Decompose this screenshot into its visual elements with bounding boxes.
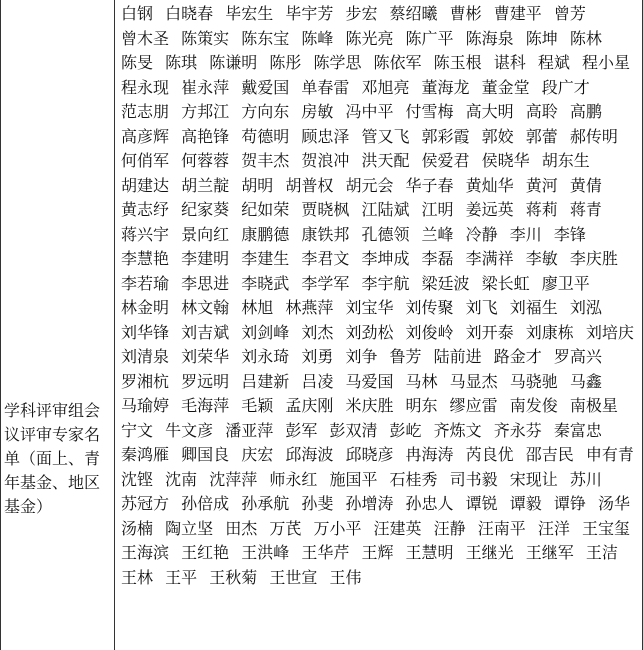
expert-name: 崔永萍 [181,77,230,97]
expert-name: 孙忠人 [405,494,454,513]
expert-name: 郭蕾 [525,126,558,146]
expert-name: 王世宣 [269,567,318,587]
expert-name: 李川 [509,224,542,244]
expert-name: 黄志纾 [121,200,170,219]
expert-name: 李宇航 [361,273,410,293]
expert-name: 段广才 [541,77,590,97]
expert-name: 芮良优 [465,445,514,464]
expert-name: 李磊 [421,249,454,268]
expert-name: 谭毅 [509,494,542,513]
expert-name: 梁廷波 [421,273,470,293]
expert-name: 汪静 [433,518,466,538]
expert-name: 陈光亮 [345,28,394,48]
expert-name: 沈南 [165,469,198,489]
expert-name: 刘荣华 [181,347,230,366]
expert-name: 李若瑜 [121,273,170,293]
expert-name: 程斌 [537,53,570,72]
expert-name: 王宝玺 [581,518,630,538]
expert-name: 明东 [405,396,438,415]
expert-name: 刘杰 [301,322,334,342]
expert-name: 秦富忠 [553,420,602,440]
expert-name: 陶立坚 [165,518,214,538]
expert-name: 宁文 [121,420,154,440]
expert-name: 郭彩霞 [421,126,470,146]
expert-name: 卿国良 [181,445,230,464]
expert-name: 王林 [121,567,154,587]
expert-name: 秦鸿雁 [121,445,170,464]
expert-name: 曾芳 [553,4,586,23]
expert-name: 蔡绍曦 [389,4,438,23]
expert-name: 白钢 [121,4,154,23]
expert-name: 马鑫 [569,371,602,391]
expert-name: 庆宏 [241,445,274,464]
expert-name: 沈铿 [121,469,154,489]
names-cell [115,0,642,650]
expert-name: 廖卫平 [541,273,590,293]
expert-name: 高艳锋 [181,126,230,146]
expert-name: 王海滨 [121,543,170,562]
expert-name: 陈广平 [405,28,454,48]
expert-name: 谭锐 [465,494,498,513]
expert-name: 方邦江 [181,102,230,121]
expert-name: 白晓春 [165,4,214,23]
expert-name: 林旭 [241,298,274,317]
expert-name: 李晓武 [241,273,290,293]
expert-name: 顾忠泽 [301,126,350,146]
expert-name: 刘飞 [465,298,498,317]
expert-name: 司书毅 [449,469,498,489]
expert-name: 景向红 [181,224,230,244]
expert-name: 师永红 [269,469,318,489]
expert-name: 陈坤 [525,28,558,48]
expert-name: 刘康栋 [525,322,574,342]
expert-name: 苏冠方 [121,494,170,513]
expert-name: 刘清泉 [121,347,170,366]
expert-name: 高彦辉 [121,126,170,146]
expert-name: 蒋莉 [525,200,558,219]
expert-name: 陈海泉 [465,28,514,48]
expert-name: 林文翰 [181,298,230,317]
expert-name: 万小平 [313,518,362,538]
expert-name: 胡兰靛 [181,175,230,195]
expert-name: 汪南平 [477,518,526,538]
expert-name: 管又飞 [361,126,410,146]
expert-name: 李建明 [181,249,230,268]
expert-name: 林金明 [121,298,170,317]
expert-name: 宋现让 [509,469,558,489]
expert-name: 田杰 [225,518,258,538]
expert-name: 王秋菊 [209,567,258,587]
expert-name: 马瑜婷 [121,396,170,415]
expert-name: 刘福生 [509,298,558,317]
expert-name: 孙倍成 [181,494,230,513]
expert-name: 洪天配 [361,151,410,170]
expert-name: 梁长虹 [481,273,530,293]
names-list [121,2,642,590]
expert-name: 付雪梅 [405,102,454,121]
expert-name: 孙增涛 [345,494,394,513]
expert-name: 林燕萍 [285,298,334,317]
expert-name: 刘华锋 [121,322,170,342]
expert-name: 李敏 [525,249,558,268]
expert-name: 刘泓 [569,298,602,317]
expert-name: 马显杰 [449,371,498,391]
expert-name: 南极星 [569,396,618,415]
expert-name: 冷静 [465,224,498,244]
expert-name: 陈峰 [301,28,334,48]
expert-name: 康鹏德 [241,224,290,244]
expert-name: 陈策实 [181,28,230,48]
expert-name: 黄灿华 [465,175,514,195]
expert-name: 侯晓华 [481,151,530,170]
expert-name: 高聆 [525,102,558,121]
expert-name: 彭军 [285,420,318,440]
expert-name: 罗远明 [181,371,230,391]
expert-name: 陈玉根 [433,53,482,72]
expert-name: 李建生 [241,249,290,268]
expert-name: 缪应雷 [449,396,498,415]
expert-name: 王伟 [329,567,362,587]
expert-name: 贺丰杰 [241,151,290,170]
expert-name: 刘宝华 [345,298,394,317]
expert-name: 郭姣 [481,126,514,146]
expert-name: 毕宏生 [225,4,274,23]
expert-name: 齐炼文 [433,420,482,440]
expert-name: 黄倩 [569,175,602,195]
expert-name: 南发俊 [509,396,558,415]
expert-name: 邱海波 [285,445,334,464]
expert-name: 王红艳 [181,543,230,562]
expert-name: 王华芹 [301,543,350,562]
expert-name: 戴爱国 [241,77,290,97]
expert-name: 潘亚萍 [225,420,274,440]
expert-name: 王洁 [585,543,618,562]
expert-name: 邓旭亮 [361,77,410,97]
expert-name: 石桂秀 [389,469,438,489]
expert-name: 邵吉民 [525,445,574,464]
expert-name: 房敏 [301,102,334,121]
expert-name: 刘培庆 [585,322,634,342]
expert-name: 汤华 [597,494,630,513]
expert-name: 陈旻 [121,53,154,72]
expert-name: 侯爱君 [421,151,470,170]
expert-name: 李坤成 [361,249,410,268]
expert-name: 沈萍萍 [209,469,258,489]
expert-name: 陈谦明 [209,53,258,72]
expert-name: 谌科 [493,53,526,72]
expert-name: 邱晓彦 [345,445,394,464]
expert-name: 李慧艳 [121,249,170,268]
expert-name: 鲁芳 [389,347,422,366]
expert-name: 康铁邦 [301,224,350,244]
expert-name: 刘永琦 [241,347,290,366]
expert-name: 陈依军 [373,53,422,72]
expert-name: 何俏军 [121,151,170,170]
expert-name: 路金才 [493,347,542,366]
expert-name: 胡普权 [285,175,334,195]
expert-name: 纪如荣 [241,200,290,219]
expert-name: 单春雷 [301,77,350,97]
expert-name: 范志朋 [121,102,170,121]
expert-name: 董金堂 [481,77,530,97]
expert-name: 胡东生 [541,151,590,170]
expert-name: 刘争 [345,347,378,366]
expert-name: 齐永芬 [493,420,542,440]
expert-name: 刘劲松 [345,322,394,342]
expert-name: 陈学思 [313,53,362,72]
expert-name: 郝传明 [569,126,618,146]
expert-name: 苏川 [569,469,602,489]
expert-name: 万芪 [269,518,302,538]
expert-name: 刘俊岭 [405,322,454,342]
expert-name: 米庆胜 [345,396,394,415]
expert-name: 陈琪 [165,53,198,72]
expert-name: 刘开泰 [465,322,514,342]
expert-name: 冉海涛 [405,445,454,464]
expert-name: 曹建平 [493,4,542,23]
expert-name: 江明 [421,200,454,219]
expert-name: 彭屹 [389,420,422,440]
expert-name: 施国平 [329,469,378,489]
expert-name: 姜远英 [465,200,514,219]
expert-name: 谭铮 [553,494,586,513]
expert-name: 刘传聚 [405,298,454,317]
expert-name: 牛文彦 [165,420,214,440]
expert-name: 王洪峰 [241,543,290,562]
expert-name: 方向东 [241,102,290,121]
expert-name: 王慧明 [405,543,454,562]
expert-name: 刘勇 [301,347,334,366]
expert-name: 汪洋 [537,518,570,538]
expert-name: 马爱国 [345,371,394,391]
expert-name: 高大明 [465,102,514,121]
expert-name: 黄河 [525,175,558,195]
expert-name: 王继军 [525,543,574,562]
expert-name: 程永现 [121,77,170,97]
expert-name: 曹彬 [449,4,482,23]
expert-name: 申有青 [585,445,634,464]
expert-name: 华子春 [405,175,454,195]
expert-name: 孙斐 [301,494,334,513]
expert-name: 毕宇芳 [285,4,334,23]
expert-name: 胡建达 [121,175,170,195]
expert-name: 苟德明 [241,126,290,146]
expert-name: 蒋青 [569,200,602,219]
expert-name: 程小星 [581,53,630,72]
expert-name: 马骁驰 [509,371,558,391]
expert-name: 贾晓枫 [301,200,350,219]
expert-name: 王平 [165,567,198,587]
expert-name: 王辉 [361,543,394,562]
expert-name: 贺浪冲 [301,151,350,170]
expert-name: 胡明 [241,175,274,195]
expert-name: 李锋 [553,224,586,244]
expert-name: 蒋兴宇 [121,224,170,244]
expert-name: 高鹏 [569,102,602,121]
expert-name: 罗湘杭 [121,371,170,391]
expert-name: 曾木圣 [121,28,170,48]
expert-name: 陆前进 [433,347,482,366]
expert-name: 李君文 [301,249,350,268]
row-label-cell [1,0,115,650]
expert-name: 毛海萍 [181,396,230,415]
expert-name: 汪建英 [373,518,422,538]
expert-name: 马林 [405,371,438,391]
expert-name: 纪家葵 [181,200,230,219]
expert-name: 李思进 [181,273,230,293]
expert-name: 刘吉斌 [181,322,230,342]
expert-name: 步宏 [345,4,378,23]
expert-name: 李庆胜 [569,249,618,268]
expert-name: 吕凌 [301,371,334,391]
expert-name: 毛颖 [241,396,274,415]
expert-name: 孟庆刚 [285,396,334,415]
expert-name: 吕建新 [241,371,290,391]
expert-name: 王继光 [465,543,514,562]
expert-name: 孔德领 [361,224,410,244]
expert-name: 孙承航 [241,494,290,513]
expert-name: 董海龙 [421,77,470,97]
expert-name: 汤楠 [121,518,154,538]
expert-name: 何蓉蓉 [181,151,230,170]
expert-name: 李满祥 [465,249,514,268]
expert-name: 陈彤 [269,53,302,72]
expert-name: 江陆斌 [361,200,410,219]
expert-name: 陈东宝 [241,28,290,48]
expert-name: 胡元会 [345,175,394,195]
expert-name: 冯中平 [345,102,394,121]
expert-name: 兰峰 [421,224,454,244]
expert-name: 罗高兴 [553,347,602,366]
expert-name: 刘剑峰 [241,322,290,342]
expert-name: 陈林 [569,28,602,48]
expert-name: 彭双清 [329,420,378,440]
expert-name: 李学军 [301,273,350,293]
row-label: 学科评审组会议评审专家名单（面上、青年基金、地区基金） [4,401,101,516]
